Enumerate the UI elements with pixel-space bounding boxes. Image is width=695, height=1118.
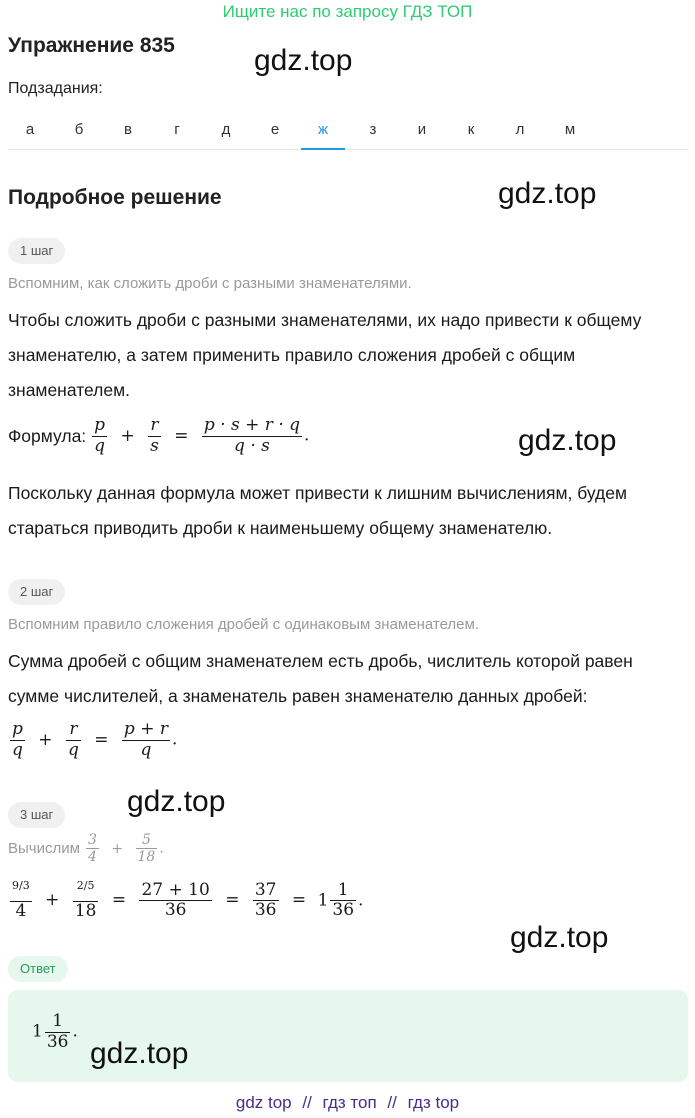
subtask-tabs <box>8 112 688 150</box>
footer-separator: // <box>387 1093 397 1112</box>
watermark: gdz.top <box>518 424 617 457</box>
answer-value: 1 $\frac{1}{36}$ . <box>32 1011 78 1052</box>
subtasks-label: Подзадания: <box>8 80 103 97</box>
step-badge: 3 шаг <box>8 802 65 828</box>
step-text: Чтобы сложить дроби с разными знаменателями, их надо привести к общему знаменателю, а затем применить правило сложения дробей с общим знаменателем. <box>8 310 642 400</box>
tab-v[interactable]: в <box>124 121 132 138</box>
calculation: $\frac{^{9/3}}{4}$ + $\frac{^{2/5}}{18}$ = $\frac{27 + 10}{36}$ = $\frac{37}{36}$ = 1 $\frac{1}{36}$ . <box>12 879 364 922</box>
footer-links <box>0 1093 695 1113</box>
exercise-title: Упражнение 835 <box>8 34 175 57</box>
footer-link[interactable]: гдз top <box>407 1093 460 1112</box>
tab-g[interactable]: г <box>174 121 180 138</box>
fraction: $\frac{37}{36}$ <box>254 879 277 921</box>
fraction: $\frac{3}{4}$ <box>87 832 97 866</box>
step-hint: Вспомним, как сложить дроби с разными знаменателями. <box>8 275 412 292</box>
watermark: gdz.top <box>254 44 353 77</box>
fraction: $\frac{r}{q}$ <box>67 719 79 760</box>
step-hint: Вычислим $\frac{3}{4}$ + $\frac{5}{18}$ . <box>8 832 164 866</box>
fraction: $\frac{p + r}{q}$ <box>123 719 168 760</box>
watermark: gdz.top <box>90 1037 189 1070</box>
step-badge: 1 шаг <box>8 238 65 264</box>
tab-m[interactable]: м <box>564 121 576 138</box>
fraction: $\frac{p \cdot s + r \cdot q}{q \cdot s}$ <box>203 415 301 456</box>
step-text-2: Поскольку данная формула может привести к лишним вычислениям, будем стараться приводить дроби к наименьшему общему знаменателю. <box>8 483 627 538</box>
tab-b[interactable]: б <box>74 121 84 138</box>
fraction: $\frac{1}{36}$ <box>332 879 355 921</box>
tab-z[interactable]: з <box>369 121 377 138</box>
footer-separator: // <box>302 1093 312 1112</box>
step-text: Сумма дробей с общим знаменателем есть дробь, числитель которой равен сумме числителей, а знаменатель равен знаменателю данных дробей: <box>8 651 633 706</box>
tab-zh[interactable]: ж <box>301 112 345 150</box>
top-banner: Ищите нас по запросу ГДЗ ТОП <box>222 2 473 21</box>
watermark: gdz.top <box>127 785 226 818</box>
fraction: $\frac{1}{36}$ <box>46 1011 69 1052</box>
fraction: $\frac{p}{q}$ <box>12 719 23 760</box>
footer-link[interactable]: гдз топ <box>322 1093 377 1112</box>
section-title: Подробное решение <box>8 186 222 209</box>
tab-k[interactable]: к <box>467 121 475 138</box>
step-badge: 2 шаг <box>8 579 65 605</box>
footer-link[interactable]: gdz top <box>235 1093 292 1112</box>
formula-general: Формула: $\frac{p}{q}$ + $\frac{r}{s}$ = $\frac{p \cdot s + r \cdot q}{q \cdot s}$ . <box>8 415 310 456</box>
tab-i[interactable]: и <box>417 121 427 138</box>
tab-d[interactable]: д <box>221 121 231 138</box>
watermark: gdz.top <box>510 921 609 954</box>
fraction: $\frac{p}{q}$ <box>94 415 106 456</box>
fraction: $\frac{5}{18}$ <box>137 832 156 866</box>
fraction: $\frac{^{9/3}}{4}$ <box>12 879 30 922</box>
watermark: gdz.top <box>498 177 597 210</box>
formula-same-denominator: $\frac{p}{q}$ + $\frac{r}{q}$ = $\frac{p + r}{q}$ . <box>12 719 178 760</box>
fraction: $\frac{r}{s}$ <box>150 415 159 456</box>
fraction: $\frac{27 + 10}{36}$ <box>141 879 210 921</box>
tab-e[interactable]: е <box>270 121 280 138</box>
step-hint: Вспомним правило сложения дробей с одинаковым знаменателем. <box>8 616 479 633</box>
answer-badge: Ответ <box>8 956 68 982</box>
tab-l[interactable]: л <box>515 121 525 138</box>
fraction: $\frac{^{2/5}}{18}$ <box>74 879 97 922</box>
tab-a[interactable]: а <box>25 121 35 138</box>
formula-label: Формула: <box>8 425 87 446</box>
